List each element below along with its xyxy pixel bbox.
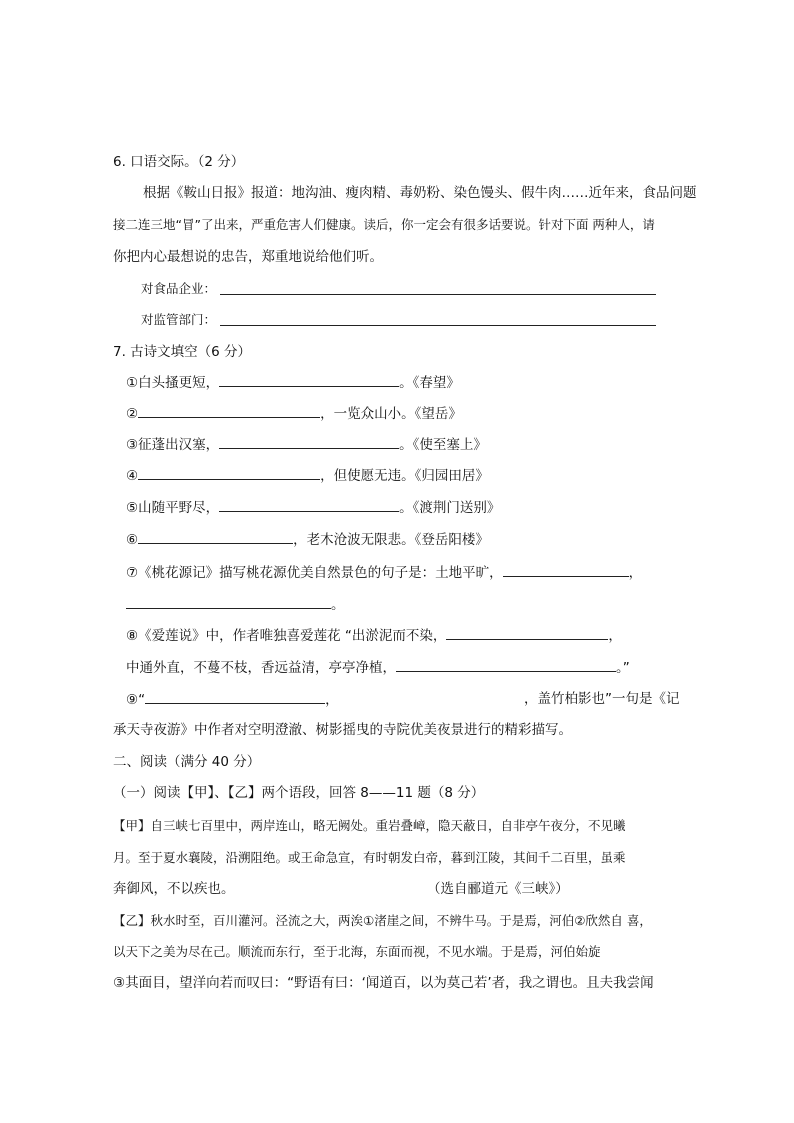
poem-blank-9a[interactable] <box>145 689 325 704</box>
poem-line-5-prompt: ⑤山随平野尽， <box>126 500 220 516</box>
poem-line-5 <box>126 497 500 518</box>
poem-blank-7a[interactable] <box>503 562 629 577</box>
q6-paragraph-line-3: 你把内心最想说的忠告，郑重地说给他们听。 <box>113 249 383 265</box>
poem-line-7 <box>126 562 642 583</box>
poem-line-4-prompt: ④ <box>126 468 139 484</box>
poem-line-7-cont <box>126 594 345 615</box>
passage-jia-line-2: 月。至于夏水襄陵，沿溯阻绝。或王命急宣，有时朝发白帝，暮到江陵，其间千二百里，虽乘 <box>113 850 626 865</box>
poem-line-9-open-quote: ⑨“ <box>126 692 146 708</box>
poem-blank-3[interactable] <box>219 434 399 449</box>
q7-title: 7. 古诗文填空（6 分） <box>113 344 252 360</box>
poem-blank-6[interactable] <box>138 529 293 544</box>
poem-line-7-comma: ， <box>628 565 643 581</box>
poem-line-9-tail: ，盖竹柏影也”一句是《记 <box>524 691 680 707</box>
poem-line-6-source: ，老木沧波无限悲。《登岳阳楼》 <box>293 532 489 548</box>
supervision-answer-line[interactable] <box>220 325 656 326</box>
q6-paragraph-line-1: 根据《鞍山日报》报道：地沟油、瘦肉精、毒奶粉、染色馒头、假牛肉……近年来，食品问题 <box>143 185 697 201</box>
passage-yi-line-3: ③其面目，望洋向若而叹曰：“野语有曰：‘闻道百，以为莫己若’者，我之谓也。且夫我尝闻 <box>113 975 654 991</box>
poem-line-2-prompt: ② <box>126 406 139 422</box>
food-company-answer-line[interactable] <box>220 294 656 295</box>
poem-line-4 <box>126 465 489 486</box>
poem-line-2 <box>126 403 462 424</box>
poem-line-7-prompt: ⑦《桃花源记》描写桃花源优美自然景色的句子是：土地平旷， <box>126 565 503 581</box>
poem-line-1 <box>126 372 460 393</box>
poem-blank-8b[interactable] <box>396 657 616 672</box>
poem-blank-7b[interactable] <box>126 594 331 609</box>
food-company-label: 对食品企业： <box>141 281 217 296</box>
poem-line-4-source: ，但使愿无违。《归园田居》 <box>320 468 489 484</box>
poem-line-8-end: 。” <box>616 660 630 676</box>
poem-line-7-period: 。 <box>331 597 345 613</box>
reading-section-title: 二、阅读（满分 40 分） <box>113 754 261 770</box>
poem-line-9-cont: 承天寺夜游》中作者对空明澄澈、树影摇曳的寺院优美夜景进行的精彩描写。 <box>113 722 572 738</box>
poem-line-9 <box>126 689 339 710</box>
poem-line-6-prompt: ⑥ <box>126 532 139 548</box>
poem-blank-1[interactable] <box>219 372 399 387</box>
poem-line-8-cont <box>126 657 630 678</box>
poem-line-6 <box>126 529 489 550</box>
poem-line-1-source: 。《春望》 <box>399 375 460 391</box>
q6-paragraph-line-2: 接二连三地“冒”了出来，严重危害人们健康。读后，你一定会有很多话要说。针对下面 两种人，请 <box>113 217 655 232</box>
reading-subsection-title: （一）阅读【甲】、【乙】两个语段，回答 8——11 题（8 分） <box>113 785 485 801</box>
passage-yi-line-1: 【乙】秋水时至，百川灌河。泾流之大，两涘①渚崖之间，不辨牛马。于是焉，河伯②欣然自 喜， <box>113 913 652 928</box>
poem-line-3-prompt: ③征蓬出汉塞， <box>126 437 220 453</box>
poem-blank-2[interactable] <box>138 403 320 418</box>
supervision-label: 对监管部门： <box>141 312 217 327</box>
poem-line-5-source: 。《渡荆门送别》 <box>399 500 501 516</box>
poem-blank-5[interactable] <box>219 497 399 512</box>
poem-line-2-source: ，一览众山小。《望岳》 <box>320 406 462 422</box>
passage-yi-line-2: 以天下之美为尽在己。顺流而东行，至于北海，东面而视，不见水端。于是焉，河伯始旋 <box>113 944 601 959</box>
poem-line-8 <box>126 625 622 646</box>
poem-line-3 <box>126 434 487 455</box>
poem-blank-4[interactable] <box>138 465 320 480</box>
q6-title: 6. 口语交际。（2 分） <box>113 154 245 170</box>
poem-line-8-prompt: ⑧《爱莲说》中，作者唯独喜爱莲花 “出淤泥而不染， <box>126 628 447 644</box>
poem-line-3-source: 。《使至塞上》 <box>399 437 487 453</box>
poem-line-1-prompt: ①白头搔更短， <box>126 375 220 391</box>
poem-line-8-middle: 中通外直，不蔓不枝，香远益清，亭亭净植， <box>126 660 396 676</box>
passage-jia-line-1: 【甲】自三峡七百里中，两岸连山，略无阙处。重岩叠嶂，隐天蔽日，自非亭午夜分，不见曦 <box>113 818 626 833</box>
poem-blank-8a[interactable] <box>446 625 608 640</box>
passage-jia-source: （选自郦道元《三峡》） <box>427 881 569 897</box>
passage-jia-line-3: 奔御风，不以疾也。 <box>113 881 235 897</box>
poem-line-9-comma: ， <box>325 692 339 708</box>
poem-line-8-comma: ， <box>608 628 622 644</box>
